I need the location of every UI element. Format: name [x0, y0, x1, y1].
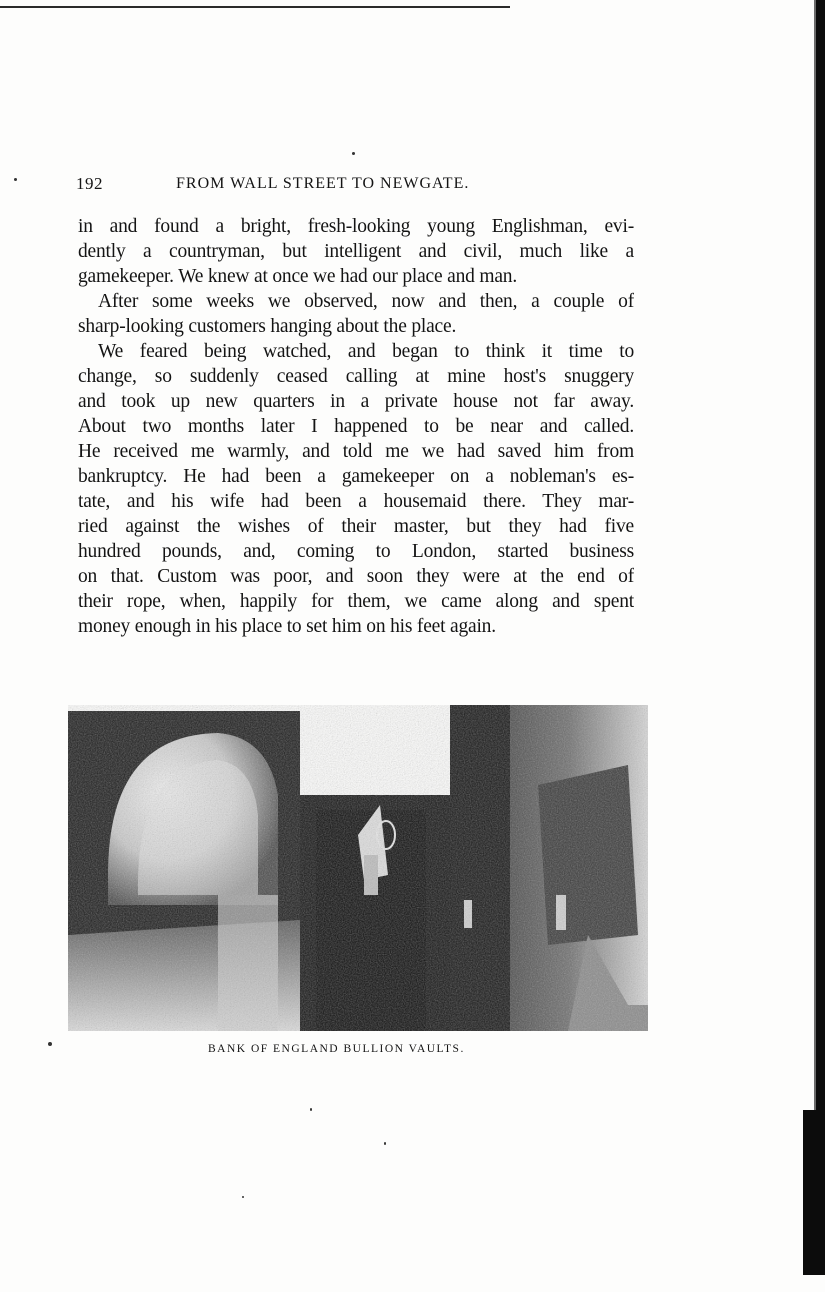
text-line: About two months later I happened to be near and called.: [78, 416, 634, 437]
print-speck: [310, 1108, 312, 1111]
print-speck: [14, 178, 17, 181]
text-line: on that. Custom was poor, and soon they were at the end of: [78, 566, 634, 587]
text-line: dently a countryman, but intelligent and civil, much like a: [78, 241, 634, 262]
top-rule: [0, 6, 510, 8]
text-line: ried against the wishes of their master, but they had five: [78, 516, 634, 537]
text-line: bankruptcy. He had been a gamekeeper on a nobleman's es-: [78, 466, 634, 487]
print-speck: [242, 1196, 244, 1198]
text-line: After some weeks we observed, now and then, a couple of: [98, 291, 634, 312]
page-edge-lower: [803, 1110, 825, 1275]
text-line: He received me warmly, and told me we had saved him from: [78, 441, 634, 462]
body-text: [78, 214, 634, 639]
text-line: We feared being watched, and began to think it time to: [98, 341, 634, 362]
running-head: [76, 172, 636, 196]
illustration-caption: BANK OF ENGLAND BULLION VAULTS.: [208, 1043, 465, 1055]
text-line: gamekeeper. We knew at once we had our place and man.: [78, 266, 518, 287]
print-speck: [384, 1142, 386, 1145]
print-speck: [48, 1042, 52, 1046]
text-line: hundred pounds, and, coming to London, started business: [78, 541, 634, 562]
text-line: change, so suddenly ceased calling at mine host's snuggery: [78, 366, 634, 387]
vault-photo-image: [68, 705, 648, 1031]
text-line: and took up new quarters in a private house not far away.: [78, 391, 634, 412]
text-line: money enough in his place to set him on his feet again.: [78, 616, 496, 637]
text-line: tate, and his wife had been a housemaid there. They mar-: [78, 491, 634, 512]
text-line: their rope, when, happily for them, we came along and spent: [78, 591, 634, 612]
vault-photograph: [68, 705, 648, 1031]
page-edge: [816, 0, 825, 1275]
page-number: 192: [76, 174, 103, 193]
text-line: sharp-looking customers hanging about the place.: [78, 316, 457, 337]
text-line: in and found a bright, fresh-looking young Englishman, evi-: [78, 216, 634, 237]
running-title: FROM WALL STREET TO NEWGATE.: [176, 175, 470, 192]
print-speck: [352, 152, 355, 155]
